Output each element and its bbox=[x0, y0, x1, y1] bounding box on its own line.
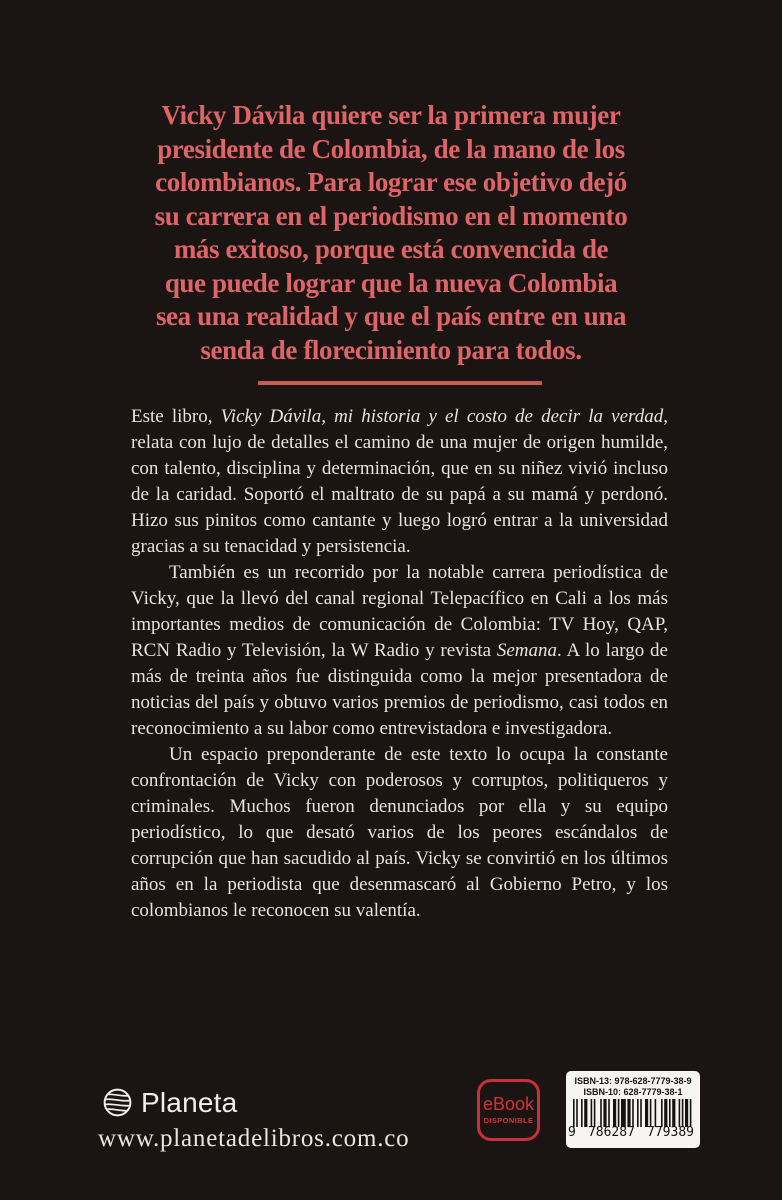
ebook-badge-title: eBook bbox=[482, 1094, 535, 1114]
headline-line: senda de florecimiento para todos. bbox=[200, 334, 582, 365]
body-text bbox=[131, 404, 668, 924]
headline-line: que puede lograr que la nueva Colombia bbox=[164, 267, 618, 298]
headline-line: Vicky Dávila quiere ser la primera mujer bbox=[161, 100, 621, 130]
headline-line: su carrera en el periodismo en el momento bbox=[154, 200, 628, 231]
barcode-label bbox=[566, 1071, 700, 1148]
body-paragraph: Este libro, Vicky Dávila, mi historia y el costo de decir la verdad, relata con lujo de detalles el camino de una mujer de origen humilde, con talento, disciplina y determinación, que en su niñez vivió incluso de la caridad. Soportó el maltrato de su papá a su mamá y perdonó. Hizo sus pinitos como cantante y luego logró entrar a la universidad gracias a su tenacidad y persistencia. bbox=[131, 406, 668, 557]
publisher-name: Planeta bbox=[141, 1086, 238, 1118]
barcode-bars bbox=[572, 1099, 694, 1127]
ebook-badge-subtitle: DISPONIBLE bbox=[483, 1116, 534, 1125]
ean-group2: 779389 bbox=[647, 1125, 694, 1140]
ean-group1: 786287 bbox=[587, 1125, 635, 1140]
headline-line: presidente de Colombia, de la mano de los bbox=[157, 133, 625, 164]
isbn13-text: ISBN-13: 978-628-7779-38-9 bbox=[574, 1076, 692, 1086]
ean-digits bbox=[566, 1126, 700, 1140]
ean-left-digit: 9 bbox=[568, 1125, 576, 1140]
planeta-globe-icon bbox=[101, 1086, 134, 1119]
ebook-badge bbox=[477, 1079, 540, 1141]
publisher-logo bbox=[101, 1086, 237, 1119]
isbn10-text: ISBN-10: 628-7779-38-1 bbox=[583, 1086, 683, 1097]
body-paragraph: También es un recorrido por la notable carrera periodística de Vicky, que la llevó del canal regional Telepacífico en Cali a los más importantes medios de comunicación de Colombia: TV Hoy, QAP, RCN Radio y Televisión, la W Radio y revista Semana. A lo largo de más de treinta años fue distinguida como la mejor presentadora de noticias del país y obtuvo varios premios de periodismo, casi todos en reconocimiento a su labor como entrevistadora e investigadora. bbox=[131, 562, 668, 739]
headline-line: colombianos. Para lograr ese objetivo dejó bbox=[155, 167, 627, 197]
divider-rule bbox=[258, 381, 542, 385]
headline bbox=[0, 99, 782, 367]
body-paragraph: Un espacio preponderante de este texto lo ocupa la constante confrontación de Vicky con poderosos y corruptos, politiqueros y criminales. Muchos fueron denunciados por ella y su equipo periodístico, lo que desató varios de los peores escándalos de corrupción que han sacudido al país. Vicky se convirtió en los últimos años en la periodista que desenmascaró al Gobierno Petro, y los colombianos le reconocen su valentía. bbox=[131, 744, 668, 921]
headline-line: sea una realidad y que el país entre en una bbox=[155, 301, 627, 331]
publisher-website: www.planetadelibros.com.co bbox=[98, 1125, 410, 1152]
headline-line: más exitoso, porque está convencida de bbox=[173, 234, 609, 264]
